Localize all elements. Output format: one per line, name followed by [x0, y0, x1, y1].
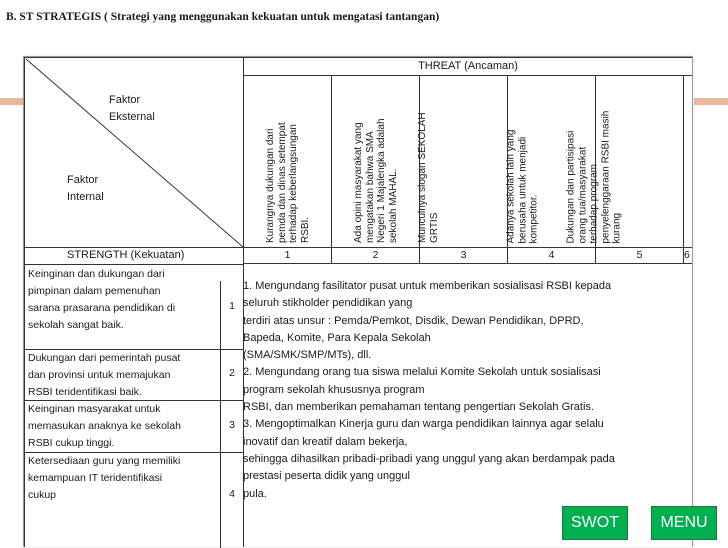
threat-item-3-text: Munculnya slogan SEKOLAH GRTIS [417, 112, 440, 243]
strength-header [24, 247, 243, 264]
swot-button[interactable]: SWOT [562, 506, 628, 540]
strength-num-cell-1 [220, 281, 244, 350]
corner-cell [24, 57, 243, 247]
threat-item-1 [243, 75, 331, 247]
threat-item-3 [419, 75, 507, 247]
threat-item-6 [683, 75, 692, 247]
menu-button[interactable]: MENU [651, 506, 717, 540]
strength-item-4-text: Ketersediaan guru yang memiliki kemampuan IT teridentifikasi cukup [28, 455, 181, 501]
strength-row-4 [24, 452, 243, 547]
strength-header-label: STRENGTH (Kekuatan) [67, 249, 185, 261]
threat-num-1: 1 [243, 247, 331, 264]
decor-bar-right [694, 98, 728, 105]
strength-item-2-text: Dukungan dari pemerintah pusat dan provinsi untuk memajukan RSBI teridentifikasi baik. [28, 352, 181, 398]
strength-item-1-text: Keinginan dan dukungan dari pimpinan dalam pemenuhan sarana prasarana pendidikan di sekolah sangat baik. [28, 268, 176, 331]
threat-header-label: THREAT (Ancaman) [418, 60, 518, 72]
threat-item-1-text: Kurangnya dukungan dari pemda dan dinas setempat terhadap keberlangsungan RSBI. [265, 122, 311, 243]
threat-num-4: 4 [507, 247, 595, 264]
threat-item-5-text: Dukungan dan partisipasi orang tua/masyarakat terhadap program penyelenggaraan RSBI masih kurang [565, 110, 623, 243]
strength-row-2 [24, 349, 243, 400]
corner-diagonal [25, 58, 244, 248]
slide-title: B. ST STRATEGIS ( Strategi yang menggunakan kekuatan untuk mengatasi tantangan) [6, 11, 440, 23]
strength-num-cell-4 [220, 453, 244, 548]
strength-num-4: 4 [229, 488, 235, 500]
st-strategies-text: 1. Mengundang fasilitator pusat untuk memberikan sosialisasi RSBI kepada seluruh stikholder pendidikan yang terdiri atas unsur : Pemda/Pemkot, Disdik, Dewan Pendidikan, DPRD, Bapeda, Komite, Para Kepala Sekolah (SMA/SMK/SMP/MTs), dll. 2. Mengundang orang tua siswa melalui Komite Sekolah untuk sosialisasi program sekolah khususnya program RSBI, dan memberikan pemahaman tentang pengertian Sekolah Gratis. 3. Mengoptimalkan Kinerja guru dan warga pendidikan lainnya agar selalu inovatif dan kreatif dalam bekerja, sehingga dihasilkan pribadi-pribadi yang unggul yang akan berdampak pada prestasi peserta didik yang unggul pula. [243, 280, 615, 500]
threat-item-4-text: Adanya sekolah lain yang berusaha untuk menjadi kompetitor. [505, 129, 540, 243]
decor-bar-left [0, 98, 23, 105]
threat-num-3: 3 [419, 247, 507, 264]
threat-item-2 [331, 75, 419, 247]
threat-num-6: 6 [683, 247, 692, 264]
corner-label-external: Faktor Eksternal [109, 94, 155, 123]
strength-num-3: 3 [229, 419, 235, 431]
strength-row-3 [24, 400, 243, 452]
corner-label-internal: Faktor Internal [67, 174, 104, 203]
strength-item-3-text: Keinginan masyarakat untuk memasukan anaknya ke sekolah RSBI cukup tinggi. [28, 403, 181, 449]
threat-num-5: 5 [595, 247, 683, 264]
strength-row-1 [24, 264, 243, 349]
strength-num-2: 2 [229, 367, 235, 379]
swot-table-panel [23, 56, 693, 547]
threat-item-2-text: Ada opini masyarakat yang mengatakan bahwa SMA Negeri 1 Majalengka adalah sekolah MAHAL. [353, 118, 399, 243]
threat-num-2: 2 [331, 247, 419, 264]
threat-header [243, 57, 692, 75]
strength-num-1: 1 [229, 300, 235, 312]
threat-item-5 [565, 75, 683, 247]
